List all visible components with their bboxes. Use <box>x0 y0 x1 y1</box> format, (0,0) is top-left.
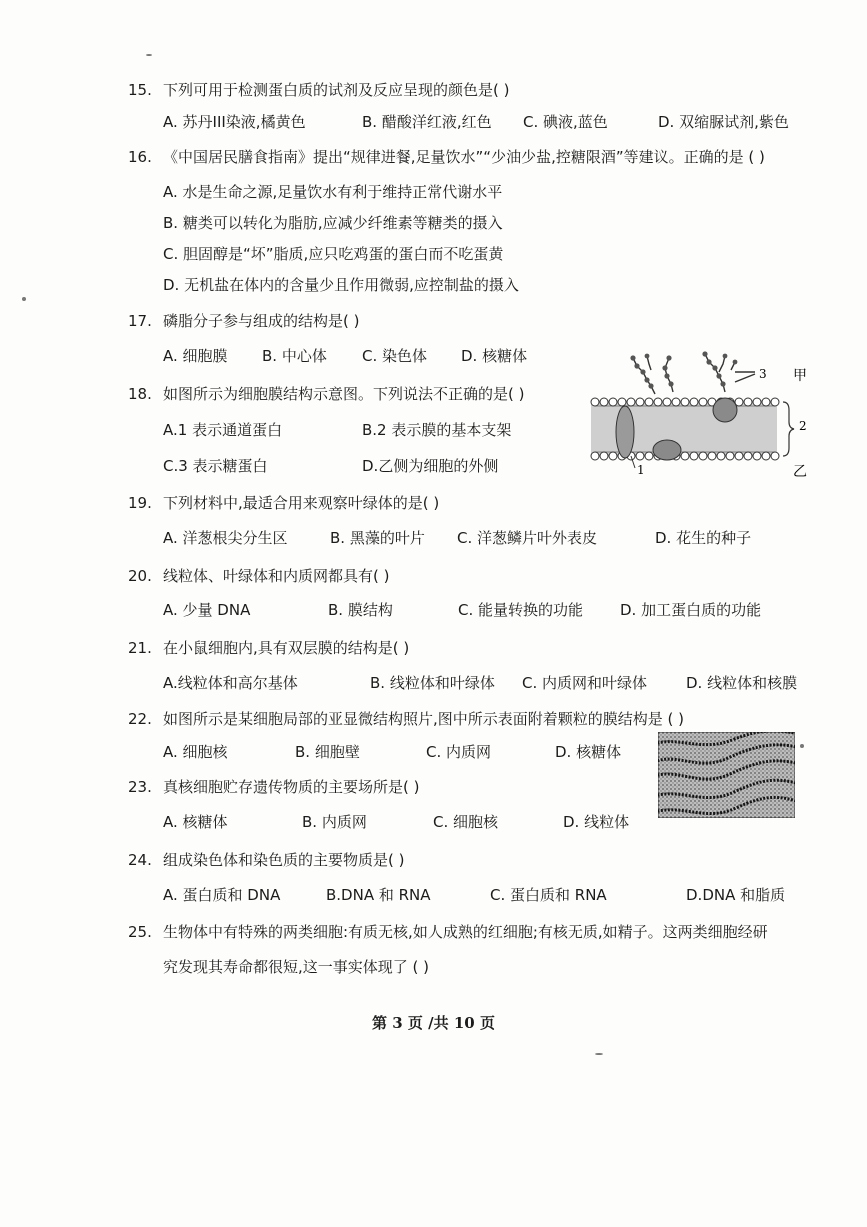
option-c: C. 能量转换的功能 <box>458 601 584 619</box>
question-stem: 《中国居民膳食指南》提出“规律进餐,足量饮水”“少油少盐,控糖限酒”等建议。正确的是 ( ) <box>163 148 765 166</box>
question-stem: 在小鼠细胞内,具有双层膜的结构是( ) <box>163 639 410 657</box>
er-micrograph <box>658 732 795 818</box>
option-a: A.1 表示通道蛋白 <box>163 421 283 439</box>
question-number: 15. <box>128 81 152 99</box>
page-footer: 第 3 页 /共 10 页 <box>372 1014 495 1032</box>
phospholipid-heads-top <box>591 398 779 406</box>
question-number: 23. <box>128 778 152 796</box>
option-b: B. 糖类可以转化为脂肪,应减少纤维素等糖类的摄入 <box>163 214 503 232</box>
question-stem: 如图所示为细胞膜结构示意图。下列说法不正确的是( ) <box>163 385 525 403</box>
question-number: 16. <box>128 148 152 166</box>
question-stem: 组成染色体和染色质的主要物质是( ) <box>163 851 405 869</box>
option-a: A. 水是生命之源,足量饮水有利于维持正常代谢水平 <box>163 183 503 201</box>
option-d: D.乙侧为细胞的外侧 <box>362 457 499 475</box>
question-stem: 磷脂分子参与组成的结构是( ) <box>163 312 360 330</box>
question-number: 18. <box>128 385 152 403</box>
question-stem: 线粒体、叶绿体和内质网都具有( ) <box>163 567 390 585</box>
label-1: 1 <box>637 463 645 477</box>
question-stem: 下列材料中,最适合用来观察叶绿体的是( ) <box>163 494 440 512</box>
option-a: A. 洋葱根尖分生区 <box>163 529 288 547</box>
option-a: A. 核糖体 <box>163 813 228 831</box>
question-number: 22. <box>128 710 152 728</box>
option-a: A. 少量 DNA <box>163 601 251 619</box>
question-number: 20. <box>128 567 152 585</box>
question-number: 17. <box>128 312 152 330</box>
surface-protein <box>713 398 737 422</box>
option-d: D. 双缩脲试剂,紫色 <box>658 113 789 131</box>
option-b: B. 细胞壁 <box>295 743 360 761</box>
option-d: D. 线粒体和核膜 <box>686 674 798 692</box>
option-d: D. 无机盐在体内的含量少且作用微弱,应控制盐的摄入 <box>163 276 519 294</box>
question-number: 24. <box>128 851 152 869</box>
label-3: 3 <box>759 367 767 381</box>
option-a: A. 细胞核 <box>163 743 228 761</box>
scan-speck <box>146 54 152 56</box>
option-c: C. 洋葱鳞片叶外表皮 <box>457 529 598 547</box>
option-d: D. 加工蛋白质的功能 <box>620 601 762 619</box>
option-d: D. 线粒体 <box>563 813 630 831</box>
option-b: B. 醋酸洋红液,红色 <box>362 113 492 131</box>
scan-speck <box>800 744 804 748</box>
label-jia: 甲 <box>793 368 807 384</box>
sugar-dots <box>630 351 737 388</box>
question-number: 25. <box>128 923 152 941</box>
question-stem: 如图所示是某细胞局部的亚显微结构照片,图中所示表面附着颗粒的膜结构是 ( ) <box>163 710 685 728</box>
label-yi: 乙 <box>793 464 807 480</box>
channel-protein <box>616 406 634 458</box>
option-c: C. 碘液,蓝色 <box>523 113 608 131</box>
question-number: 19. <box>128 494 152 512</box>
question-number: 21. <box>128 639 152 657</box>
option-c: C. 胆固醇是“坏”脂质,应只吃鸡蛋的蛋白而不吃蛋黄 <box>163 245 504 263</box>
peripheral-protein <box>653 440 681 460</box>
option-a: A. 细胞膜 <box>163 347 228 365</box>
option-d: D. 核糖体 <box>555 743 622 761</box>
option-b: B.2 表示膜的基本支架 <box>362 421 512 439</box>
scan-speck <box>22 297 26 301</box>
phospholipid-heads-bottom <box>591 452 779 460</box>
question-stem: 下列可用于检测蛋白质的试剂及反应呈现的颜色是( ) <box>163 81 510 99</box>
option-c: C. 内质网和叶绿体 <box>522 674 648 692</box>
option-c: C.3 表示糖蛋白 <box>163 457 268 475</box>
option-b: B. 线粒体和叶绿体 <box>370 674 495 692</box>
option-b: B. 中心体 <box>262 347 327 365</box>
option-b: B.DNA 和 RNA <box>326 886 431 904</box>
option-a: A. 苏丹III染液,橘黄色 <box>163 113 306 131</box>
option-c: C. 细胞核 <box>433 813 499 831</box>
option-b: B. 内质网 <box>302 813 367 831</box>
question-stem: 生物体中有特殊的两类细胞:有质无核,如人成熟的红细胞;有核无质,如精子。这两类细胞经研 <box>163 923 768 941</box>
option-c: C. 染色体 <box>362 347 428 365</box>
option-c: C. 蛋白质和 RNA <box>490 886 607 904</box>
question-stem-continued: 究发现其寿命都很短,这一事实体现了 ( ) <box>163 958 430 976</box>
option-b: B. 黑藻的叶片 <box>330 529 425 547</box>
option-d: D. 花生的种子 <box>655 529 752 547</box>
question-stem: 真核细胞贮存遗传物质的主要场所是( ) <box>163 778 420 796</box>
scan-speck <box>595 1053 603 1055</box>
option-a: A. 蛋白质和 DNA <box>163 886 281 904</box>
option-d: D. 核糖体 <box>461 347 528 365</box>
option-d: D.DNA 和脂质 <box>686 886 786 904</box>
option-c: C. 内质网 <box>426 743 492 761</box>
option-a: A.线粒体和高尔基体 <box>163 674 298 692</box>
bracket <box>783 402 794 456</box>
label-2: 2 <box>799 419 807 433</box>
cell-membrane-diagram <box>585 350 815 480</box>
option-b: B. 膜结构 <box>328 601 393 619</box>
